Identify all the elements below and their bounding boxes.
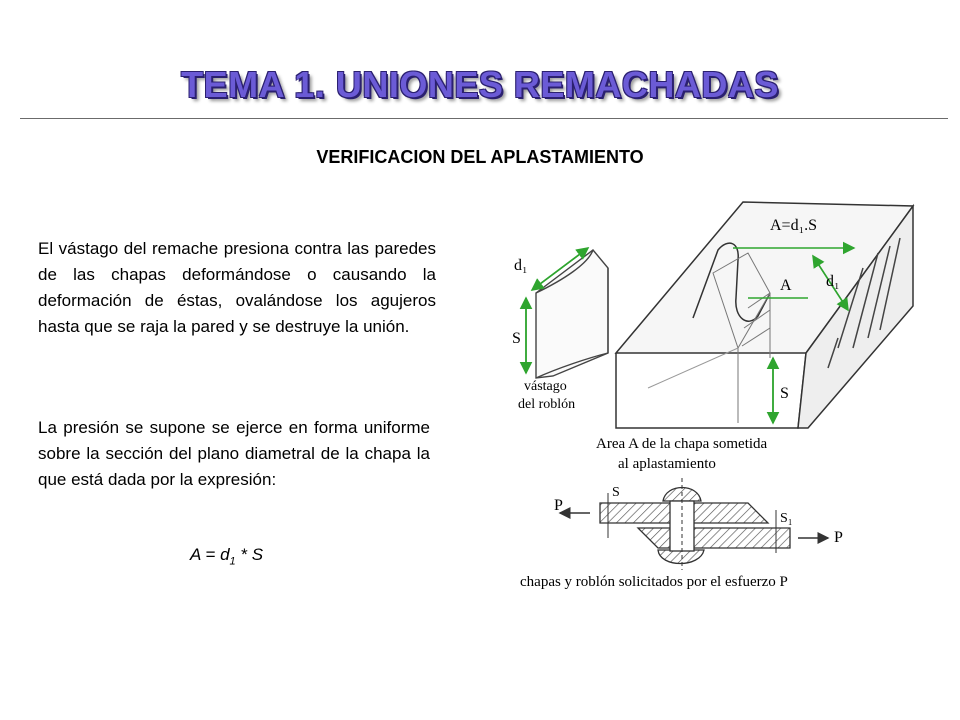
figure-area-formula: A=d₁.S	[770, 217, 818, 234]
formula-subscript: 1	[229, 555, 236, 568]
title-divider	[20, 118, 948, 119]
label-s-left: S	[512, 330, 521, 347]
rivet-caption-line1: vástago	[524, 379, 567, 394]
rivet-caption-line2: del roblón	[518, 397, 576, 412]
label-p-left: P	[554, 497, 563, 514]
label-d1-right: d₁	[826, 273, 840, 290]
rivet-bearing-diagram	[508, 198, 916, 598]
label-p-right: P	[834, 529, 843, 546]
label-d1-left: d₁	[514, 257, 528, 274]
section-subtitle: VERIFICACION DEL APLASTAMIENTO	[316, 147, 644, 167]
area-caption-line2: al aplastamiento	[618, 456, 716, 472]
label-a: A	[780, 277, 792, 294]
paragraph-crushing-description: El vástago del remache presiona contra las paredes de las chapas deformándose o causando la deformación de éstas, ovalándose los agujeros hasta que se raja la pared y se destruye la unión.	[38, 239, 436, 336]
page-title: TEMA 1. UNIONES REMACHADAS	[181, 64, 779, 105]
joint-section-drawing	[600, 478, 790, 570]
figure-bottom-caption: chapas y roblón solicitados por el esfuerzo P	[520, 574, 788, 590]
label-s-right: S	[780, 385, 789, 402]
rivet-shank-drawing	[536, 250, 608, 378]
formula-lhs: A = d	[190, 545, 230, 564]
label-s1-bottom: S₁	[780, 511, 793, 526]
label-s-bottom: S	[612, 485, 620, 500]
paragraph-pressure-assumption: La presión se supone se ejerce en forma uniforme sobre la sección del plano diametral de la chapa la que está dada por la expresión:	[38, 418, 430, 489]
area-caption-line1: Area A de la chapa sometida	[596, 436, 768, 452]
rivet-bearing-figure	[508, 198, 916, 598]
plate-block-drawing	[616, 202, 913, 428]
formula-rhs: * S	[235, 545, 264, 564]
area-formula	[190, 545, 263, 567]
